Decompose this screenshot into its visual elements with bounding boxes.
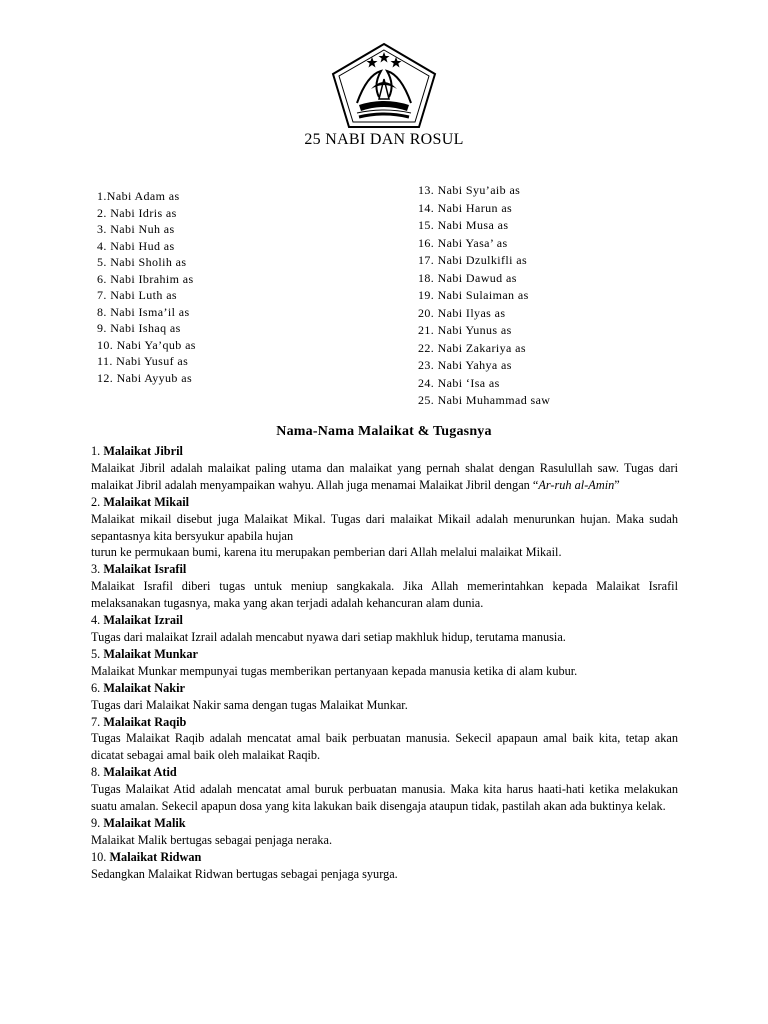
list-item: 18. Nabi Dawud as	[418, 270, 517, 285]
angel-heading	[91, 561, 678, 578]
angel-number: 10.	[91, 849, 107, 864]
angel-name: Malaikat Israfil	[103, 562, 187, 577]
prophet-list-left	[97, 188, 196, 386]
angel-description: Tugas Malaikat Atid adalah mencatat amal buruk perbuatan manusia. Maka kita harus haati-hati ketika melakukan suatu amalan. Sekecil apapun dosa yang kita lakukan baik disengaja ataupun tidak, pastilah akan ada buktinya kelak.	[91, 782, 678, 814]
angel-number: 3.	[91, 562, 101, 577]
angel-number: 9.	[91, 815, 101, 830]
angel-description: Malaikat Munkar mempunyai tugas memberikan pertanyaan kepada manusia ketika di alam kubur.	[91, 663, 578, 678]
angel-description: Malaikat Malik bertugas sebagai penjaga neraka.	[91, 832, 333, 847]
angel-description: Tugas dari malaikat Izrail adalah mencabut nyawa dari setiap makhluk hidup, terutama manusia.	[91, 629, 566, 644]
prophet-list-right	[418, 182, 550, 410]
angel-description: Sedangkan Malaikat Ridwan bertugas sebagai penjaga syurga.	[91, 866, 398, 881]
angel-number: 7.	[91, 714, 101, 729]
angel-name: Malaikat Atid	[103, 765, 177, 780]
list-item: 22. Nabi Zakariya as	[418, 340, 526, 355]
angel-heading	[91, 612, 678, 629]
angel-heading	[91, 815, 678, 832]
angel-name: Malaikat Nakir	[103, 680, 185, 695]
list-item: 21. Nabi Yunus as	[418, 323, 512, 337]
list-item: 2. Nabi Idris as	[97, 205, 177, 220]
angel-description: Tugas dari Malaikat Nakir sama dengan tugas Malaikat Munkar.	[91, 697, 408, 712]
angel-description: Tugas Malaikat Raqib adalah mencatat amal baik perbuatan manusia. Sekecil apapaun amal baik kita, tetap akan dicatat sebagai amal baik oleh malaikat Raqib.	[91, 731, 678, 763]
angel-heading	[91, 646, 678, 663]
angel-heading	[91, 680, 678, 697]
list-item: 23. Nabi Yahya as	[418, 358, 512, 372]
list-item: 12. Nabi Ayyub as	[97, 370, 193, 385]
angel-heading	[91, 494, 678, 511]
angel-heading	[91, 764, 678, 781]
list-item: 3. Nabi Nuh as	[97, 222, 175, 236]
list-item: 13. Nabi Syu’aib as	[418, 183, 521, 197]
list-item: 9. Nabi Ishaq as	[97, 321, 181, 335]
list-item: 1.Nabi Adam as	[97, 189, 180, 203]
angel-heading	[91, 849, 678, 866]
angel-number: 1.	[91, 444, 101, 458]
angel-number: 4.	[91, 613, 101, 628]
list-item: 8. Nabi Isma’il as	[97, 304, 190, 319]
page-title: 25 NABI DAN ROSUL	[304, 131, 464, 148]
list-item: 17. Nabi Dzulkifli as	[418, 253, 528, 267]
angel-number: 6.	[91, 680, 101, 695]
angel-description: Malaikat mikail disebut juga Malaikat Mikal. Tugas dari malaikat Mikail adalah menurunkan hujan. Maka sudah sepantasnya kita bersyukur apabila hujan	[91, 511, 678, 543]
description-text: Malaikat Jibril adalah malaikat paling utama dan malaikat yang pernah shalat dengan Rasulullah saw. Tugas dari malaikat Jibril adalah menyampaikan wahyu. Allah juga menamai Malaikat Jibril dengan “	[91, 460, 678, 492]
list-item: 16. Nabi Yasa’ as	[418, 235, 508, 250]
angel-description	[91, 460, 678, 494]
angel-number: 2.	[91, 494, 101, 509]
list-item: 11. Nabi Yusuf as	[97, 354, 189, 368]
list-item: 6. Nabi Ibrahim as	[97, 271, 194, 286]
angel-number: 8.	[91, 765, 101, 780]
section-title: Nama-Nama Malaikat & Tugasnya	[276, 424, 492, 439]
list-item: 24. Nabi ‘Isa as	[418, 375, 500, 390]
angel-name: Malaikat Jibril	[103, 444, 183, 458]
angel-description: Malaikat Israfil diberi tugas untuk meniup sangkakala. Jika Allah memerintahkan kepada Malaikat Israfil melaksanakan tugasnya, maka yang akan terjadi adalah kehancuran alam dunia.	[91, 579, 678, 611]
islamic-school-crest-icon	[329, 41, 439, 131]
angel-number: 5.	[91, 646, 101, 661]
angel-name: Malaikat Munkar	[103, 646, 198, 661]
angel-name: Malaikat Malik	[103, 815, 186, 830]
angels-section-body	[91, 443, 678, 883]
angel-name: Malaikat Ridwan	[109, 849, 202, 864]
list-item: 20. Nabi Ilyas as	[418, 305, 506, 320]
emphasis-text: Ar-ruh al-Amin	[538, 477, 615, 492]
angel-name: Malaikat Raqib	[103, 714, 187, 729]
list-item: 4. Nabi Hud as	[97, 238, 175, 253]
angel-heading	[91, 714, 678, 731]
list-item: 15. Nabi Musa as	[418, 218, 509, 232]
angel-name: Malaikat Mikail	[103, 494, 190, 509]
list-item: 7. Nabi Luth as	[97, 288, 177, 302]
angel-description: turun ke permukaan bumi, karena itu merupakan pemberian dari Allah melalui malaikat Mikail.	[91, 545, 562, 560]
angel-name: Malaikat Izrail	[103, 613, 183, 628]
list-item: 14. Nabi Harun as	[418, 200, 513, 215]
list-item: 19. Nabi Sulaiman as	[418, 288, 529, 302]
list-item: 5. Nabi Sholih as	[97, 255, 187, 269]
list-item: 25. Nabi Muhammad saw	[418, 393, 551, 407]
list-item: 10. Nabi Ya’qub as	[97, 337, 196, 352]
quote-close: ”	[614, 477, 620, 492]
angel-heading	[91, 443, 678, 460]
